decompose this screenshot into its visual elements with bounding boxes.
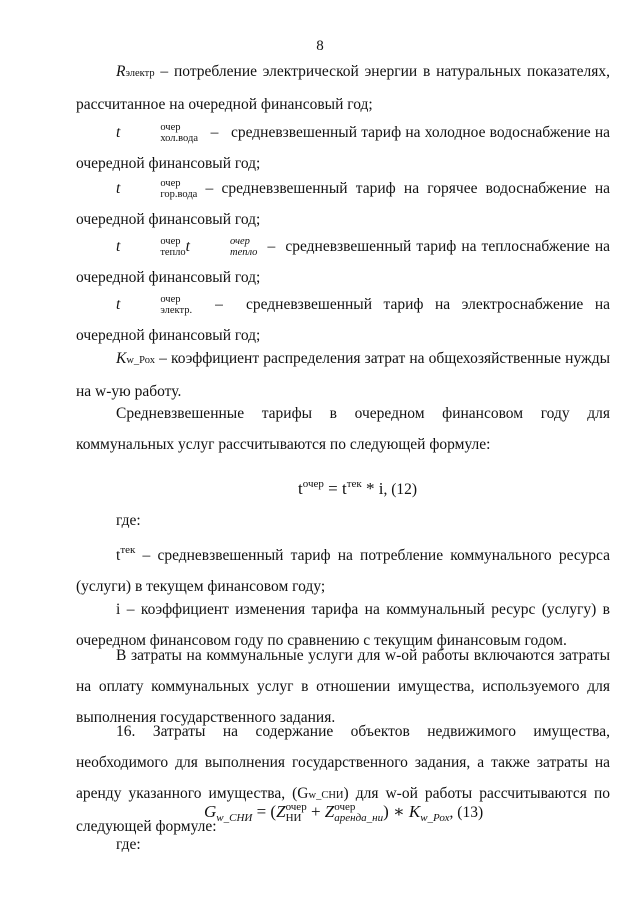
formula-k: K: [408, 802, 421, 821]
formula-lhs: t: [298, 479, 303, 498]
term-subscript: w_Рох: [126, 355, 155, 366]
formula-12: [298, 478, 417, 499]
term-subscript: гор.вода: [160, 189, 198, 200]
term-t-current: $t^{тек}$ – средневзвешенный тариф на потребление коммунального ресурса (услуги) в текущем финансовом году;: [76, 544, 610, 595]
term-symbol: t: [116, 238, 121, 255]
formula-13: [204, 802, 483, 824]
term-description: коэффициент распределения затрат на общехозяйственные нужды на w-ую работу.: [76, 350, 611, 400]
formula-rhs: t: [341, 479, 347, 498]
term-symbol: t: [116, 296, 121, 313]
term-description: потребление электрической энергии в натуральных показателях, рассчитанное на очередной финансовый год;: [76, 63, 610, 113]
term-subscript-italic: тепло: [229, 247, 258, 258]
where-label-2: где:: [116, 836, 141, 853]
term-subscript: хол.вода: [160, 133, 198, 144]
formula-rhs-sup: тек: [346, 478, 362, 490]
term-superscript: очер: [160, 294, 181, 305]
page-number: 8: [316, 38, 324, 54]
term-r-electr: Rэлектр – потребление электрической энергии в натуральных показателях, рассчитанное на очередной финансовый год;: [76, 63, 610, 113]
term-description: средневзвешенный тариф на потребление коммунального ресурса (услуги) в текущем финансовом году;: [76, 547, 610, 595]
paragraph-utility-costs: В затраты на коммунальные услуги для w-ой работы включаются затраты на оплату коммунальных услуг в отношении имущества, используемого для выполнения государственного задания.: [76, 647, 610, 726]
term-symbol: K: [116, 350, 127, 367]
term-description: средневзвешенный тариф на электроснабжение на очередной финансовый год;: [76, 296, 610, 344]
formula-lhs: G: [204, 802, 217, 821]
term-symbol: t: [116, 180, 121, 197]
formula-close: ) ∗: [383, 802, 409, 821]
term-symbol: t: [116, 124, 121, 141]
paragraph-16-tail: ) для w-ой работы рассчитываются по следующей формуле:: [76, 785, 610, 835]
term-description: средневзвешенный тариф на холодное водоснабжение на очередной финансовый год;: [76, 124, 611, 172]
term-i-coefficient: i – коэффициент изменения тарифа на коммунальный ресурс (услугу) в очередном финансовом году по сравнению с текущим финансовым годом.: [76, 601, 610, 649]
paragraph-16-text: 16. Затраты на содержание объектов недвижимого имущества, необходимого для выполнения государственного задания, а также затраты на аренду указанного имущества, (G: [76, 723, 610, 802]
term-symbol: t: [116, 547, 121, 564]
formula-k-sub: w_Рох: [420, 812, 450, 824]
formula-number: , (13): [449, 804, 484, 821]
term-description: средневзвешенный тариф на горячее водоснабжение на очередной финансовый год;: [76, 180, 610, 228]
formula-plus: +: [306, 802, 325, 821]
formula-z2: Z: [324, 802, 335, 821]
term-description: средневзвешенный тариф на теплоснабжение на очередной финансовый год;: [76, 238, 610, 286]
term-superscript-italic: очер: [229, 236, 250, 247]
formula-eq: = (: [252, 802, 277, 821]
term-description: коэффициент изменения тарифа на коммунальный ресурс (услугу) в очередном финансовом году по сравнению с текущим финансовым годом.: [76, 601, 610, 649]
term-superscript: очер: [160, 178, 181, 189]
formula-var: i: [378, 479, 384, 498]
term-symbol: R: [116, 63, 126, 80]
where-label-1: где:: [116, 512, 141, 529]
paragraph-tariffs: Средневзвешенные тарифы в очередном финансовом году для коммунальных услуг рассчитываются по следующей формуле:: [76, 405, 610, 453]
term-t-cold-water: t очер хол.вода – средневзвешенный тариф на холодное водоснабжение на очередной финансовый год;: [76, 122, 611, 172]
term-subscript: электр: [125, 68, 155, 79]
term-k-rox: Kw_Рох – коэффициент распределения затрат на общехозяйственные нужды на w-ую работу.: [76, 350, 611, 400]
term-superscript: тек: [120, 544, 136, 556]
term-superscript: очер: [160, 236, 181, 247]
formula-z1-sup: очер: [285, 801, 307, 813]
formula-z1-sub: НИ: [285, 812, 302, 824]
term-t-heat: t очер тепло t очер тепло – средневзвешенный тариф на теплоснабжение на очередной финансовый год;: [76, 236, 610, 286]
formula-number: , (12): [383, 481, 418, 498]
formula-z1: Z: [276, 802, 286, 821]
formula-lhs-sub: w_СНИ: [216, 812, 253, 824]
formula-eq: =: [323, 479, 342, 498]
paragraph-16-subscript: w_СНИ: [308, 790, 344, 801]
term-subscript: тепло: [160, 247, 186, 258]
formula-z2-sup: очер: [334, 801, 356, 813]
term-t-hot-water: t очер гор.вода – средневзвешенный тариф на горячее водоснабжение на очередной финансовый год;: [76, 178, 610, 228]
term-symbol-italic: t: [185, 238, 190, 255]
term-t-electricity: t очер электр. – средневзвешенный тариф на электроснабжение на очередной финансовый год;: [76, 294, 610, 344]
formula-lhs-sup: очер: [302, 478, 324, 490]
formula-operator: *: [361, 479, 379, 498]
term-symbol: i: [116, 601, 121, 618]
term-subscript: электр.: [160, 305, 193, 316]
formula-z2-sub: аренда_ни: [334, 812, 384, 824]
term-superscript: очер: [160, 122, 181, 133]
